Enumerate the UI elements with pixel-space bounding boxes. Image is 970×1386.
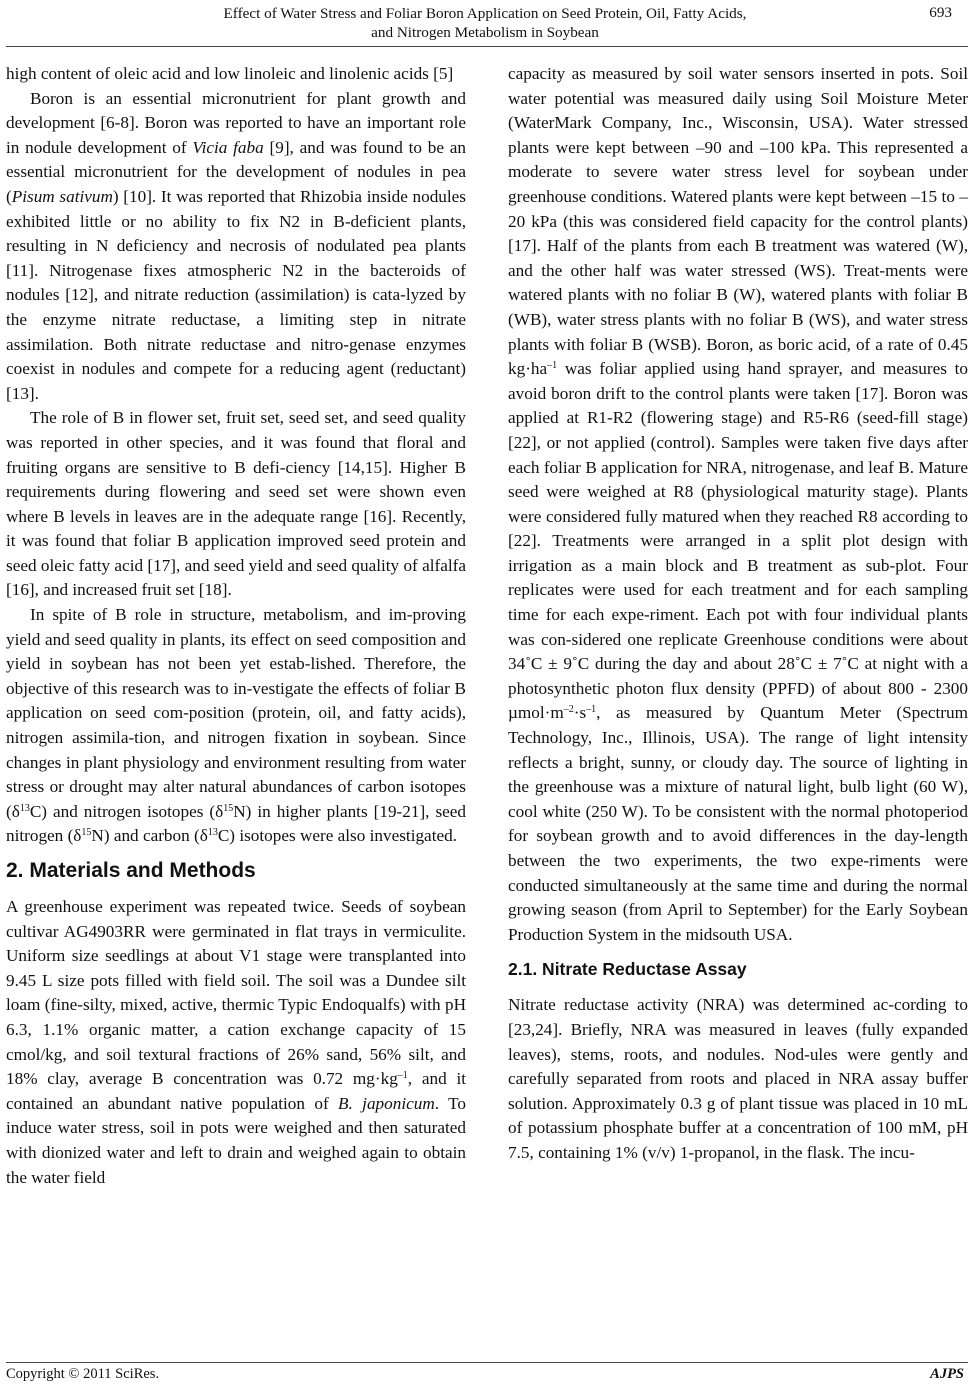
superscript: –1 bbox=[397, 1070, 408, 1082]
subsection-heading: 2.1. Nitrate Reductase Assay bbox=[508, 959, 747, 980]
footer-rule bbox=[6, 1362, 968, 1363]
copyright-notice: Copyright © 2011 SciRes. bbox=[6, 1366, 160, 1382]
paragraph bbox=[6, 895, 466, 1190]
paragraph bbox=[508, 62, 968, 947]
text-run: high content of oleic acid and low linoleic and linolenic acids [5] bbox=[6, 64, 454, 83]
text-run: N) in higher plants [19-21], seed nitrogen (δ bbox=[6, 801, 466, 846]
header-rule bbox=[6, 46, 968, 47]
text-run: C) isotopes were also investigated. bbox=[217, 826, 457, 846]
text-run: Boron is an essential micronutrient for plant growth and development [6-8]. Boron was reported to have an important role in nodule development of bbox=[6, 88, 466, 157]
paragraph bbox=[508, 993, 968, 1165]
superscript: 15 bbox=[223, 802, 234, 814]
text-run: [9], and was found to be an essential micronutrient for the development of nodules in pea ( bbox=[6, 137, 466, 206]
text-run: N) and carbon (δ bbox=[91, 826, 208, 846]
superscript: –2 bbox=[563, 704, 574, 716]
superscript: 13 bbox=[19, 802, 30, 814]
journal-abbrev: AJPS bbox=[930, 1366, 964, 1382]
species-name: B. japonicum bbox=[338, 1093, 435, 1113]
species-name: Pisum sativum bbox=[11, 186, 113, 206]
species-name: Vicia faba bbox=[192, 137, 264, 157]
text-run: was foliar applied using hand sprayer, and measures to avoid boron drift to the control plants were taken [17]. Boron was applied at R1-R2 (flowering stage) and R5-R6 (seed-fill stage) [22], or not applied (control). Samples were taken five days after each foliar B application for NRA, nitrogenase, and leaf B. Mature seed were weighed at R8 (physiological maturity stage). Plants were considered fully matured when they reached R8 according to [22]. Treatments were arranged in a split plot design with irrigation as a main block and B treatment as sub-plot. Four replicates were used for each treatment and for each sampling time for each expe-riment. Each pot with four individual plants was con-sidered one replicate Greenhouse conditions were about 34˚C ± 9˚C during the day and about 28˚C ± 7˚C at night with a photosynthetic photon flux density (PPFD) of about 800 - 2300 µmol·m bbox=[508, 359, 968, 723]
text-run: In spite of B role in structure, metabolism, and im-proving yield and seed quality in plants, its effect on seed composition and yield in soybean has not been yet estab-lished. Therefore, the objective of this research was to in-vestigate the effects of foliar B application on seed com-position (protein, oil, and fatty acids), nitrogen assimila-tion, and nitrogen fixation in soybean. Since changes in plant physiology and environment resulting from water stress or drought may alter natural abundances of carbon isotopes (δ bbox=[6, 605, 466, 821]
superscript: 13 bbox=[207, 827, 218, 839]
superscript: 15 bbox=[81, 827, 92, 839]
text-run: capacity as measured by soil water sensors inserted in pots. Soil water potential was measured daily using Soil Moisture Meter (WaterMark Company, Inc., Wisconsin, USA). Water stressed plants were kept between –90 and –100 kPa. This represented a moderate to severe water stress level for soybean under greenhouse conditions. Watered plants were kept between –15 to –20 kPa (this was considered field capacity for the control plants) [17]. Half of the plants from each B treatment was watered (W), and the other half was water stressed (WS). Treat-ments were watered plants with no foliar B (W), watered plants with foliar B (WB), water stress plants with no foliar B (WS), and water stress plants with foliar B (WSB). Boron, as boric acid, of a rate of 0.45 kg·ha bbox=[508, 64, 968, 379]
running-header bbox=[0, 4, 970, 44]
running-title-line1: Effect of Water Stress and Foliar Boron Application on Seed Protein, Oil, Fatty Acids, bbox=[223, 5, 747, 22]
paragraph bbox=[6, 603, 466, 849]
superscript: –1 bbox=[547, 360, 558, 372]
text-run: , as measured by Quantum Meter (Spectrum Technology, Inc., Illinois, USA). The range of light intensity reflects a bright, sunny, or cloudy day. The source of lighting in the greenhouse was a mixture of natural light, bulb light (60 W), cool white (250 W). To be consistent with the normal photoperiod for soybean growth and to avoid differences in the day-length between the two experiments, the two expe-riments were conducted simultaneously at the same time and during the normal growing season (from April to September) for the Early Soybean Production System in the midsouth USA. bbox=[508, 703, 968, 944]
text-run: ) [10]. It was reported that Rhizobia inside nodules exhibited little or no ability to fix N2 in B-deficient plants, resulting in N deficiency and necrosis of nodulated pea plants [11]. Nitrogenase fixes atmospheric N2 in the bacteroids of nodules [12], and nitrate reduction (assimilation) is cata-lyzed by the enzyme nitrate reductase, a limiting step in nitrate assimilation. Both nitrate reductase and nitro-genase enzymes coexist in nodules and compete for a reducing agent (reductant) [13]. bbox=[6, 186, 466, 403]
right-column bbox=[508, 62, 968, 1166]
text-run: , and it contained an abundant native population of bbox=[6, 1069, 466, 1113]
section-heading: 2. Materials and Methods bbox=[6, 859, 256, 882]
paragraph bbox=[6, 87, 466, 407]
page-number: 693 bbox=[929, 4, 952, 21]
superscript: –1 bbox=[586, 704, 597, 716]
paragraph bbox=[6, 62, 466, 87]
text-run: A greenhouse experiment was repeated twice. Seeds of soybean cultivar AG4903RR were germinated in flat trays in vermiculite. Uniform size seedlings at about V1 stage were transplanted into 9.45 L size pots filled with field soil. The soil was a Dundee silt loam (fine-silty, mixed, active, thermic Typic Endoqualfs) with pH 6.3, 1.1% organic matter, a cation exchange capacity of 15 cmol/kg, and soil textural fractions of 26% sand, 56% silt, and 18% clay, average B concentration was 0.72 mg·kg bbox=[6, 897, 466, 1089]
text-run: ·s bbox=[573, 703, 587, 723]
paragraph bbox=[6, 406, 466, 603]
running-title-line2: and Nitrogen Metabolism in Soybean bbox=[371, 24, 599, 41]
text-run: Nitrate reductase activity (NRA) was determined ac-cording to [23,24]. Briefly, NRA was measured in leaves (fully expanded leaves), stems, roots, and nodules. Nod-ules were gently and carefully separated from roots and placed in NRA assay buffer solution. Approximately 0.3 g of plant tissue was placed in 10 mL of potassium phosphate buffer at a concentration of 100 mM, pH 7.5, containing 1% (v/v) 1-propanol, in the flask. The incu- bbox=[508, 995, 968, 1162]
text-run: C) and nitrogen isotopes (δ bbox=[29, 801, 224, 821]
text-run: The role of B in flower set, fruit set, seed set, and seed quality was reported in other species, and it was found that floral and fruiting organs are sensitive to B defi-ciency [14,15]. Higher B requirements during flowering and seed set were shown even where B levels in leaves are in the adequate range [16]. Recently, it was found that foliar B application improved seed protein and seed oleic fatty acid [17], and seed yield and seed quality of alfalfa [16], and increased fruit set [18]. bbox=[6, 408, 466, 600]
left-column bbox=[6, 62, 466, 1190]
text-run: . To induce water stress, soil in pots were weighed and then saturated with dionized water and left to drain and weighed again to obtain the water field bbox=[6, 1093, 466, 1187]
